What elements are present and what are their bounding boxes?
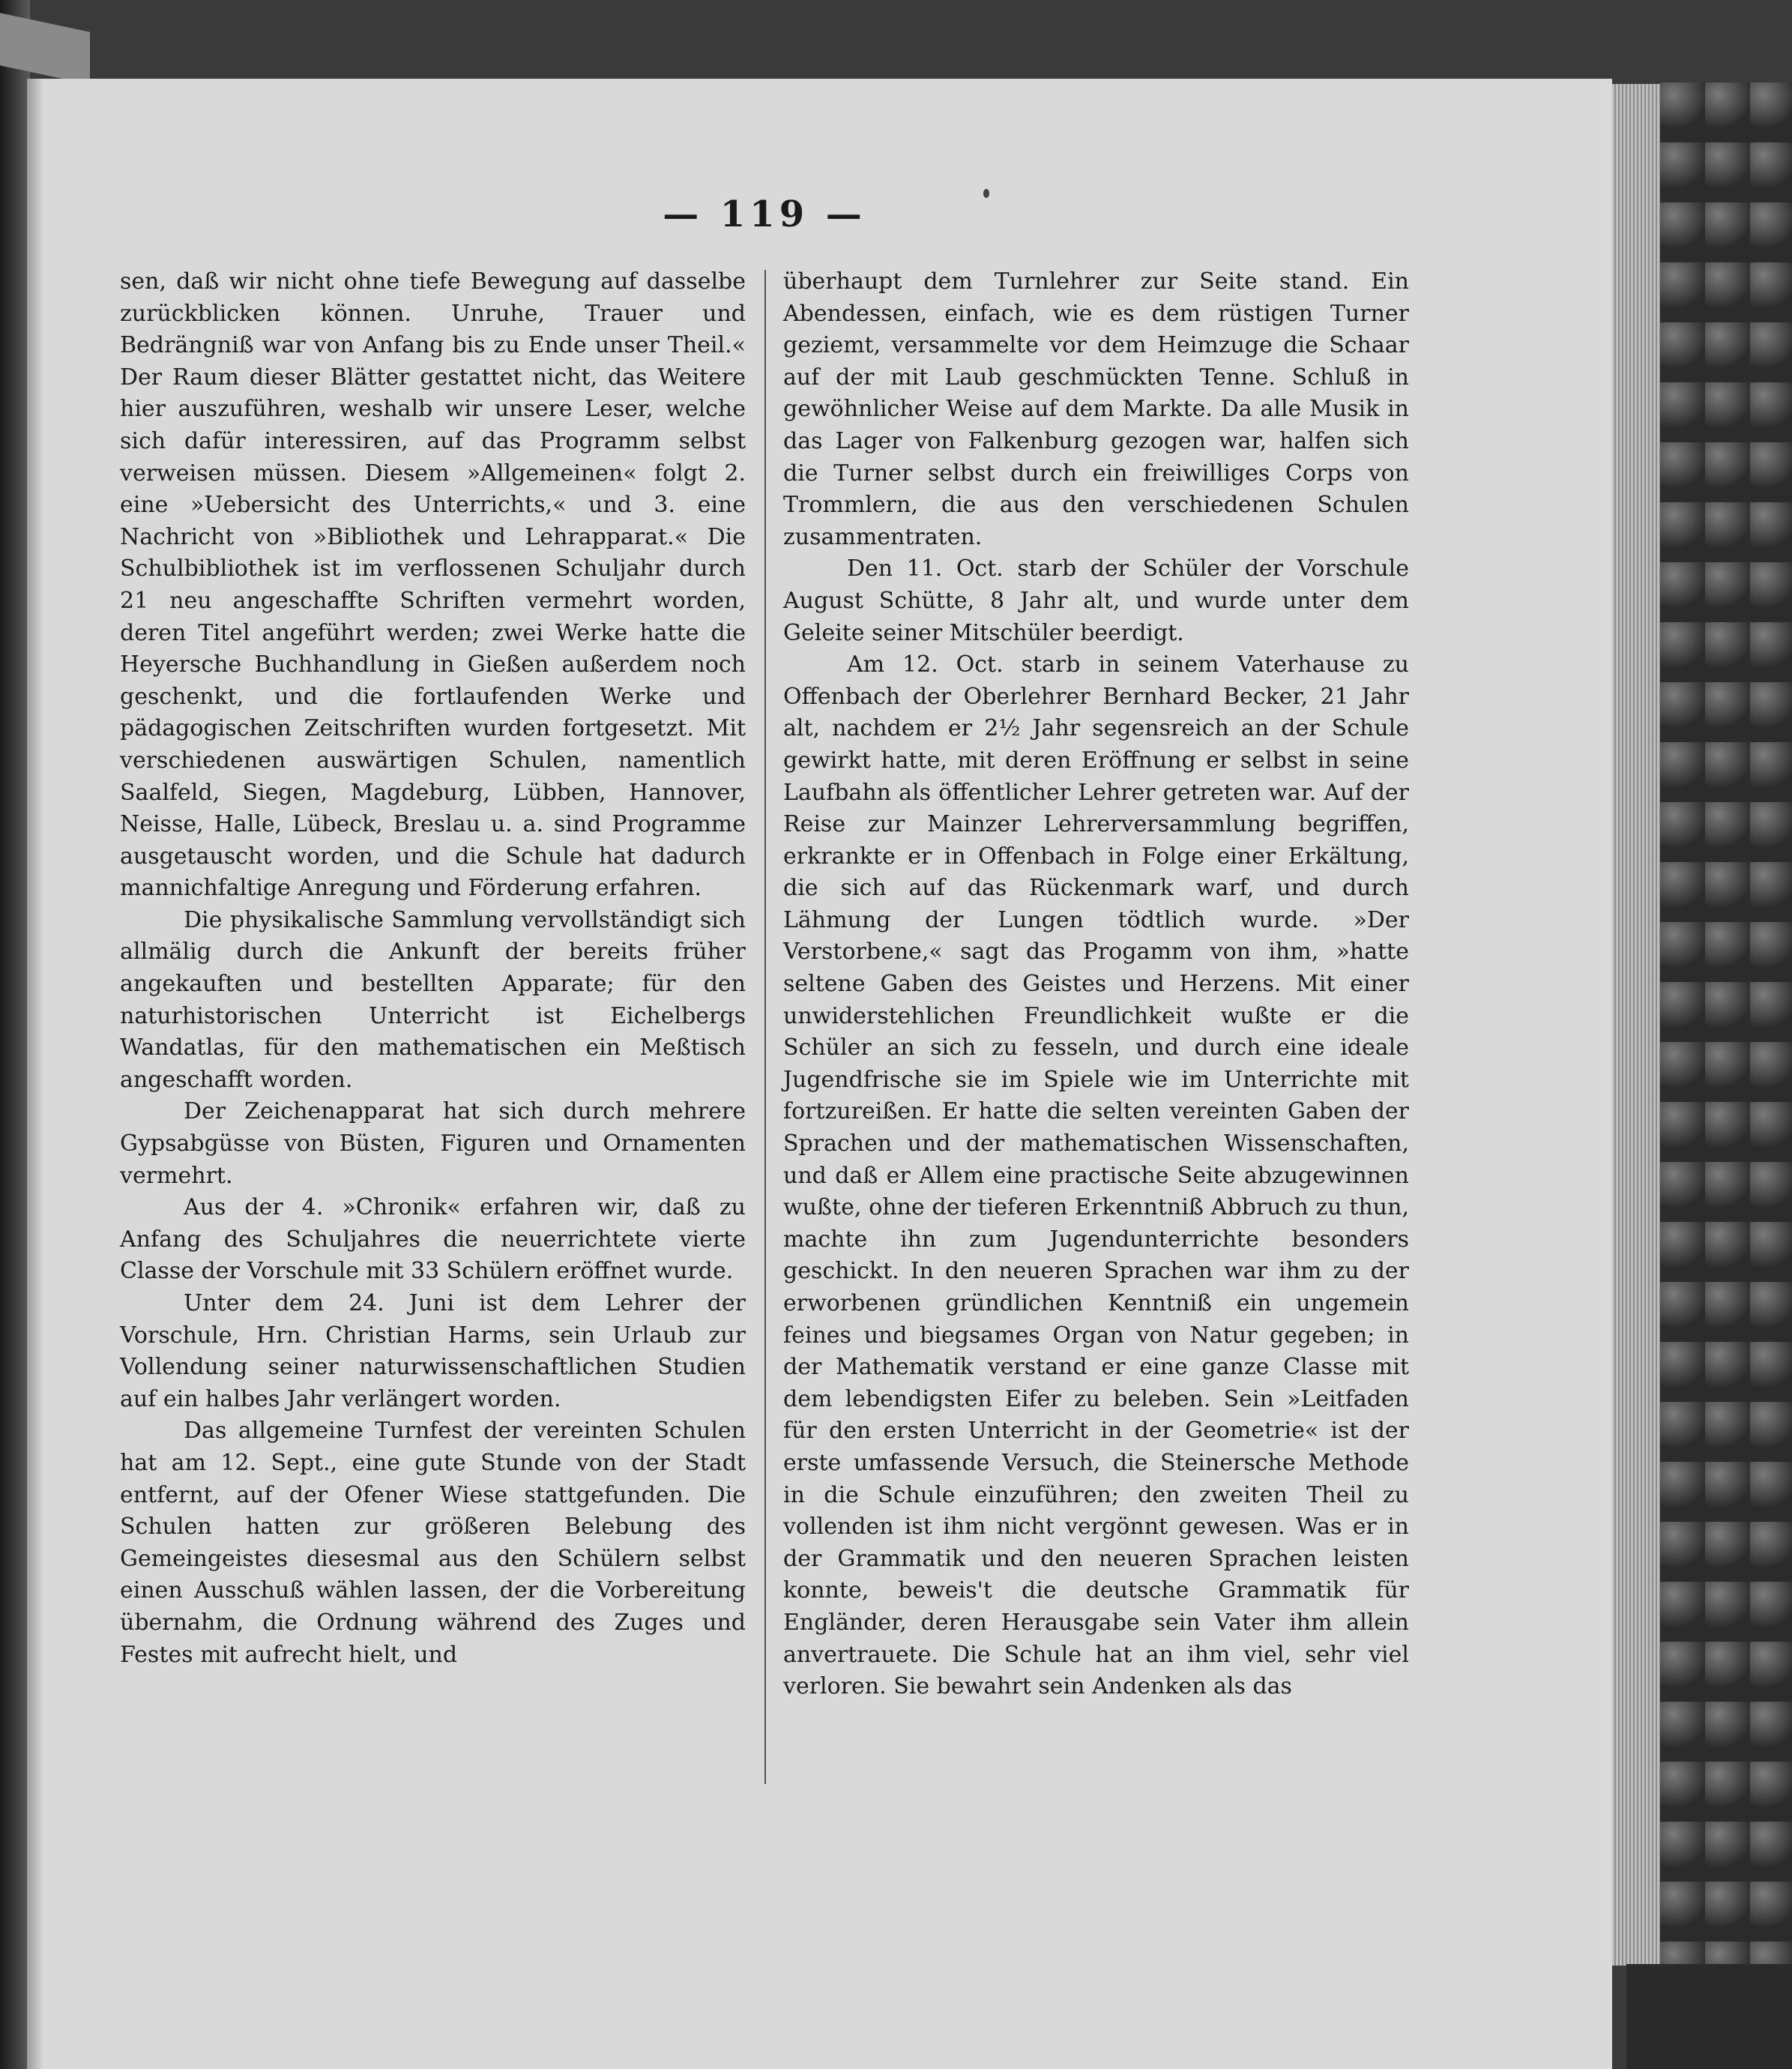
marbled-cover-board: [1660, 82, 1792, 2069]
page-number: — 119 —: [663, 193, 866, 235]
left-column: [120, 266, 746, 1803]
paragraph: Am 12. Oct. starb in seinem Vaterhause zu Offenbach der Oberlehrer Bernhard Becker, 21 Jahr alt, nachdem er 2½ Jahr segensreich an der Schule gewirkt hatte, mit deren Eröffnung er selbst in seine Laufbahn als öffentlicher Lehrer getreten war. Auf der Reise zur Mainzer Lehrerversammlung begriffen, erkrankte er in Offenbach in Folge einer Erkältung, die sich auf das Rückenmark warf, und durch Lähmung der Lungen tödtlich wurde. »Der Verstorbene,« sagt das Progamm von ihm, »hatte seltene Gaben des Geistes und Herzens. Mit einer unwiderstehlichen Freundlichkeit wußte er die Schüler an sich zu fesseln, und durch eine ideale Jugendfrische sie im Spiele wie im Unterrichte mit fortzureißen. Er hatte die selten vereinten Gaben der Sprachen und der mathematischen Wissenschaften, und daß er Allem eine practische Seite abzugewinnen wußte, ohne der tieferen Erkenntniß Abbruch zu thun, machte ihn zum Jugendunterrichte besonders geschickt. In den neueren Sprachen war ihm zu der erworbenen gründlichen Kenntniß ein ungemein feines und biegsames Organ von Natur gegeben; in der Mathematik verstand er eine ganze Classe mit dem lebendigsten Eifer zu beleben. Sein »Leitfaden für den ersten Unterricht in der Geometrie« ist der erste umfassende Versuch, die Steinersche Methode in die Schule einzuführen; den zweiten Theil zu vollenden ist ihm nicht vergönnt gewesen. Was er in der Grammatik und den neueren Sprachen leisten konnte, beweis't die deutsche Grammatik für Engländer, deren Herausgabe sein Vater ihm allein anvertrauete. Die Schule hat an ihm viel, sehr viel verloren. Sie bewahrt sein Andenken als das: [783, 651, 1409, 1700]
paragraph: überhaupt dem Turnlehrer zur Seite stand. Ein Abendessen, einfach, wie es dem rüstigen Turner geziemt, versammelte vor dem Heimzuge die Schaar auf der mit Laub geschmückten Tenne. Schluß in gewöhnlicher Weise auf dem Markte. Da alle Musik in das Lager von Falkenburg gezogen war, halfen sich die Turner selbst durch ein freiwilliges Corps von Trommlern, die aus den verschiedenen Schulen zusammentraten.: [783, 268, 1409, 550]
paragraph: Der Zeichenapparat hat sich durch mehrere Gypsabgüsse von Büsten, Figuren und Ornamenten vermehrt.: [120, 1098, 746, 1189]
right-column: [783, 266, 1409, 1803]
paragraph: Unter dem 24. Juni ist dem Lehrer der Vorschule, Hrn. Christian Harms, sein Urlaub zur Vollendung seiner naturwissenschaftlichen Studien auf ein halbes Jahr verlängert worden.: [120, 1290, 746, 1412]
ink-blot: [983, 189, 989, 198]
paragraph: Den 11. Oct. starb der Schüler der Vorschule August Schütte, 8 Jahr alt, und wurde unter dem Geleite seiner Mitschüler beerdigt.: [783, 555, 1409, 646]
cover-board-corner: [1626, 1964, 1792, 2069]
column-divider: [764, 270, 766, 1784]
paragraph: Das allgemeine Turnfest der vereinten Schulen hat am 12. Sept., eine gute Stunde von der Stadt entfernt, auf der Ofener Wiese stattgefunden. Die Schulen hatten zur größeren Belebung des Gemeingeistes diesesmal aus den Schülern selbst einen Ausschuß wählen lassen, der die Vorbereitung übernahm, die Ordnung während des Zuges und Festes mit aufrecht hielt, und: [120, 1418, 746, 1668]
paragraph: sen, daß wir nicht ohne tiefe Bewegung auf dasselbe zurückblicken können. Unruhe, Trauer und Bedrängniß war von Anfang bis zu Ende unser Theil.« Der Raum dieser Blätter gestattet nicht, das Weitere hier auszuführen, weshalb wir unsere Leser, welche sich dafür interessiren, auf das Programm selbst verweisen müssen. Diesem »Allgemeinen« folgt 2. eine »Uebersicht des Unterrichts,« und 3. eine Nachricht von »Bibliothek und Lehrapparat.« Die Schulbibliothek ist im verflossenen Schuljahr durch 21 neu angeschaffte Schriften vermehrt worden, deren Titel angeführt werden; zwei Werke hatte die Heyersche Buchhandlung in Gießen außerdem noch geschenkt, und die fortlaufenden Werke und pädagogischen Zeitschriften wurden fortgesetzt. Mit verschiedenen auswärtigen Schulen, namentlich Saalfeld, Siegen, Magdeburg, Lübben, Hannover, Neisse, Halle, Lübeck, Breslau u. a. sind Programme ausgetauscht worden, und die Schule hat dadurch mannichfaltige Anregung und Förderung erfahren.: [120, 268, 746, 902]
paragraph: Aus der 4. »Chronik« erfahren wir, daß zu Anfang des Schuljahres die neuerrichtete vierte Classe der Vorschule mit 33 Schülern eröffnet wurde.: [120, 1194, 746, 1285]
page-stack-edge: [1612, 84, 1665, 1966]
paragraph: Die physikalische Sammlung vervollständigt sich allmälig durch die Ankunft der bereits früher angekauften und bestellten Apparate; für den naturhistorischen Unterricht ist Eichelbergs Wandatlas, für den mathematischen ein Meßtisch angeschafft worden.: [120, 906, 746, 1093]
previous-page-edge: [0, 0, 30, 2069]
